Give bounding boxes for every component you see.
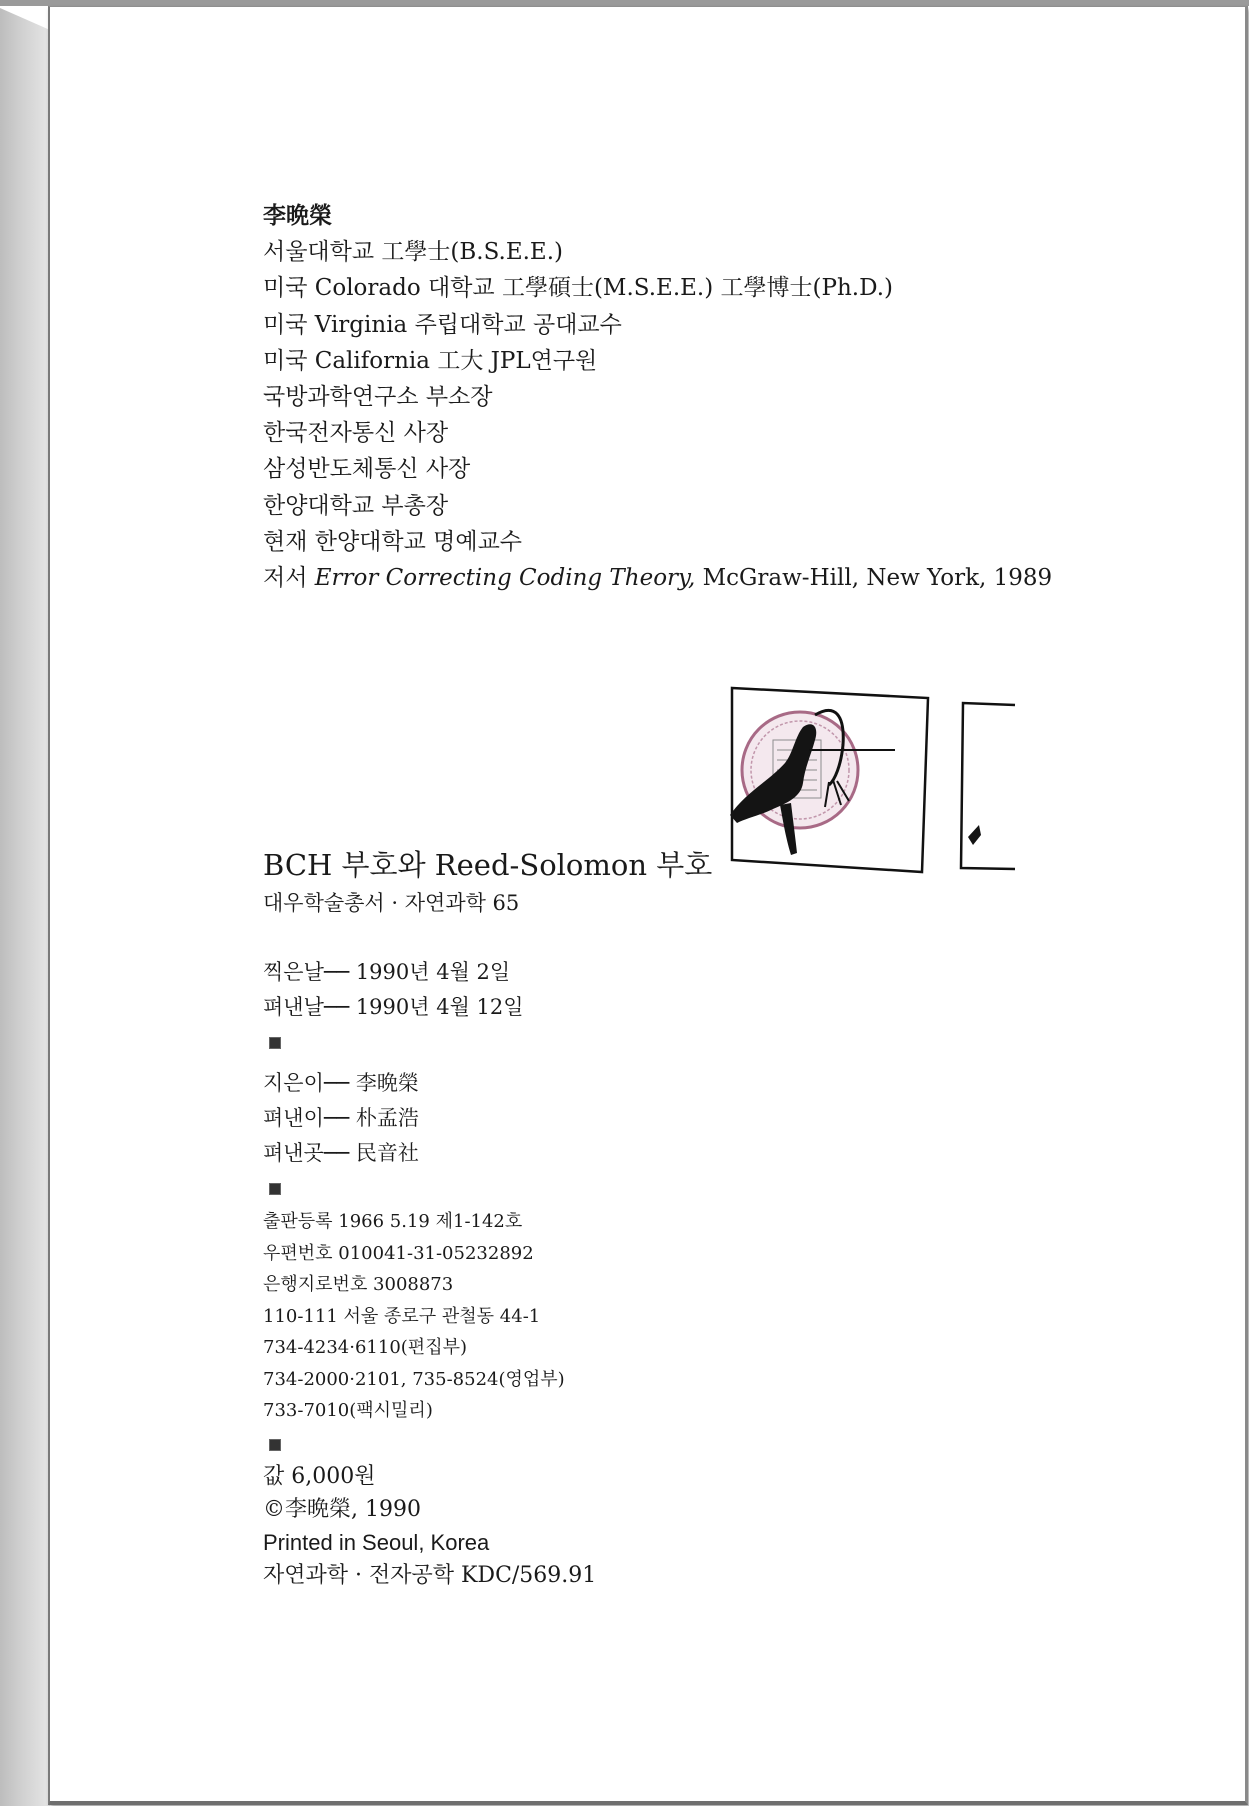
credits <box>263 1066 419 1207</box>
price-line: 값 6,000원 <box>263 1464 376 1489</box>
pricing-copyright <box>263 1460 596 1592</box>
section-bullet <box>269 1183 281 1195</box>
book-spine-edge <box>0 0 50 1806</box>
book-series: 대우학술총서 · 자연과학 65 <box>263 891 520 915</box>
author-credit: 지은이── 李晩榮 <box>263 1071 419 1095</box>
bio-line: 삼성반도체통신 사장 <box>263 456 471 483</box>
publisher-credit: 펴낸이── 朴孟浩 <box>263 1106 419 1130</box>
author-bio <box>263 198 1052 596</box>
section-bullet <box>269 1037 281 1049</box>
printed-in-line: Printed in Seoul, Korea <box>263 1530 490 1555</box>
bio-works <box>263 560 1052 596</box>
bio-line: 현재 한양대학교 명예교수 <box>263 528 523 555</box>
bio-line: 한국전자통신 사장 <box>263 420 449 447</box>
book-title: BCH 부호와 Reed-Solomon 부호 <box>263 848 713 882</box>
section-bullet <box>269 1439 281 1451</box>
works-title: Error Correcting Coding Theory, <box>314 564 696 591</box>
bio-line: 국방과학연구소 부소장 <box>263 383 493 410</box>
seal-stamps <box>725 685 1025 885</box>
copyright-line: ©李晩榮, 1990 <box>263 1497 421 1522</box>
phone-editorial-line: 734-4234·6110(편집부) <box>263 1337 467 1358</box>
works-publisher: McGraw-Hill, New York, 1989 <box>702 564 1053 591</box>
print-date: 찍은날── 1990년 4월 2일 <box>263 960 511 984</box>
bank-giro-line: 은행지로번호 3008873 <box>263 1274 454 1295</box>
works-prefix: 저서 <box>263 564 308 591</box>
fax-line: 733-7010(팩시밀리) <box>263 1400 433 1421</box>
postal-account-line: 우편번호 010041-31-05232892 <box>263 1242 534 1264</box>
publishing-house-credit: 펴낸곳── 民音社 <box>263 1141 419 1165</box>
book-info <box>263 845 712 921</box>
bio-line: 서울대학교 工學士(B.S.E.E.) <box>263 239 564 266</box>
classification-line: 자연과학 · 전자공학 KDC/569.91 <box>263 1563 597 1588</box>
publisher-registry <box>263 1206 565 1463</box>
address-line: 110-111 서울 종로구 관철동 44-1 <box>263 1305 541 1327</box>
bio-line: 미국 Virginia 주립대학교 공대교수 <box>263 311 622 338</box>
seal-stamp-image <box>725 685 1025 885</box>
bio-line: 한양대학교 부총장 <box>263 492 449 519</box>
bio-line: 미국 Colorado 대학교 工學碩士(M.S.E.E.) 工學博士(Ph.D.) <box>263 275 893 302</box>
phone-sales-line: 734-2000·2101, 735-8524(영업부) <box>263 1368 565 1390</box>
publication-dates <box>263 955 524 1061</box>
bio-line: 미국 California 工大 JPL연구원 <box>263 347 598 374</box>
author-name: 李晩榮 <box>263 202 332 229</box>
publish-date: 펴낸날── 1990년 4월 12일 <box>263 995 524 1019</box>
registration-line: 출판등록 1966 5.19 제1-142호 <box>263 1211 523 1232</box>
